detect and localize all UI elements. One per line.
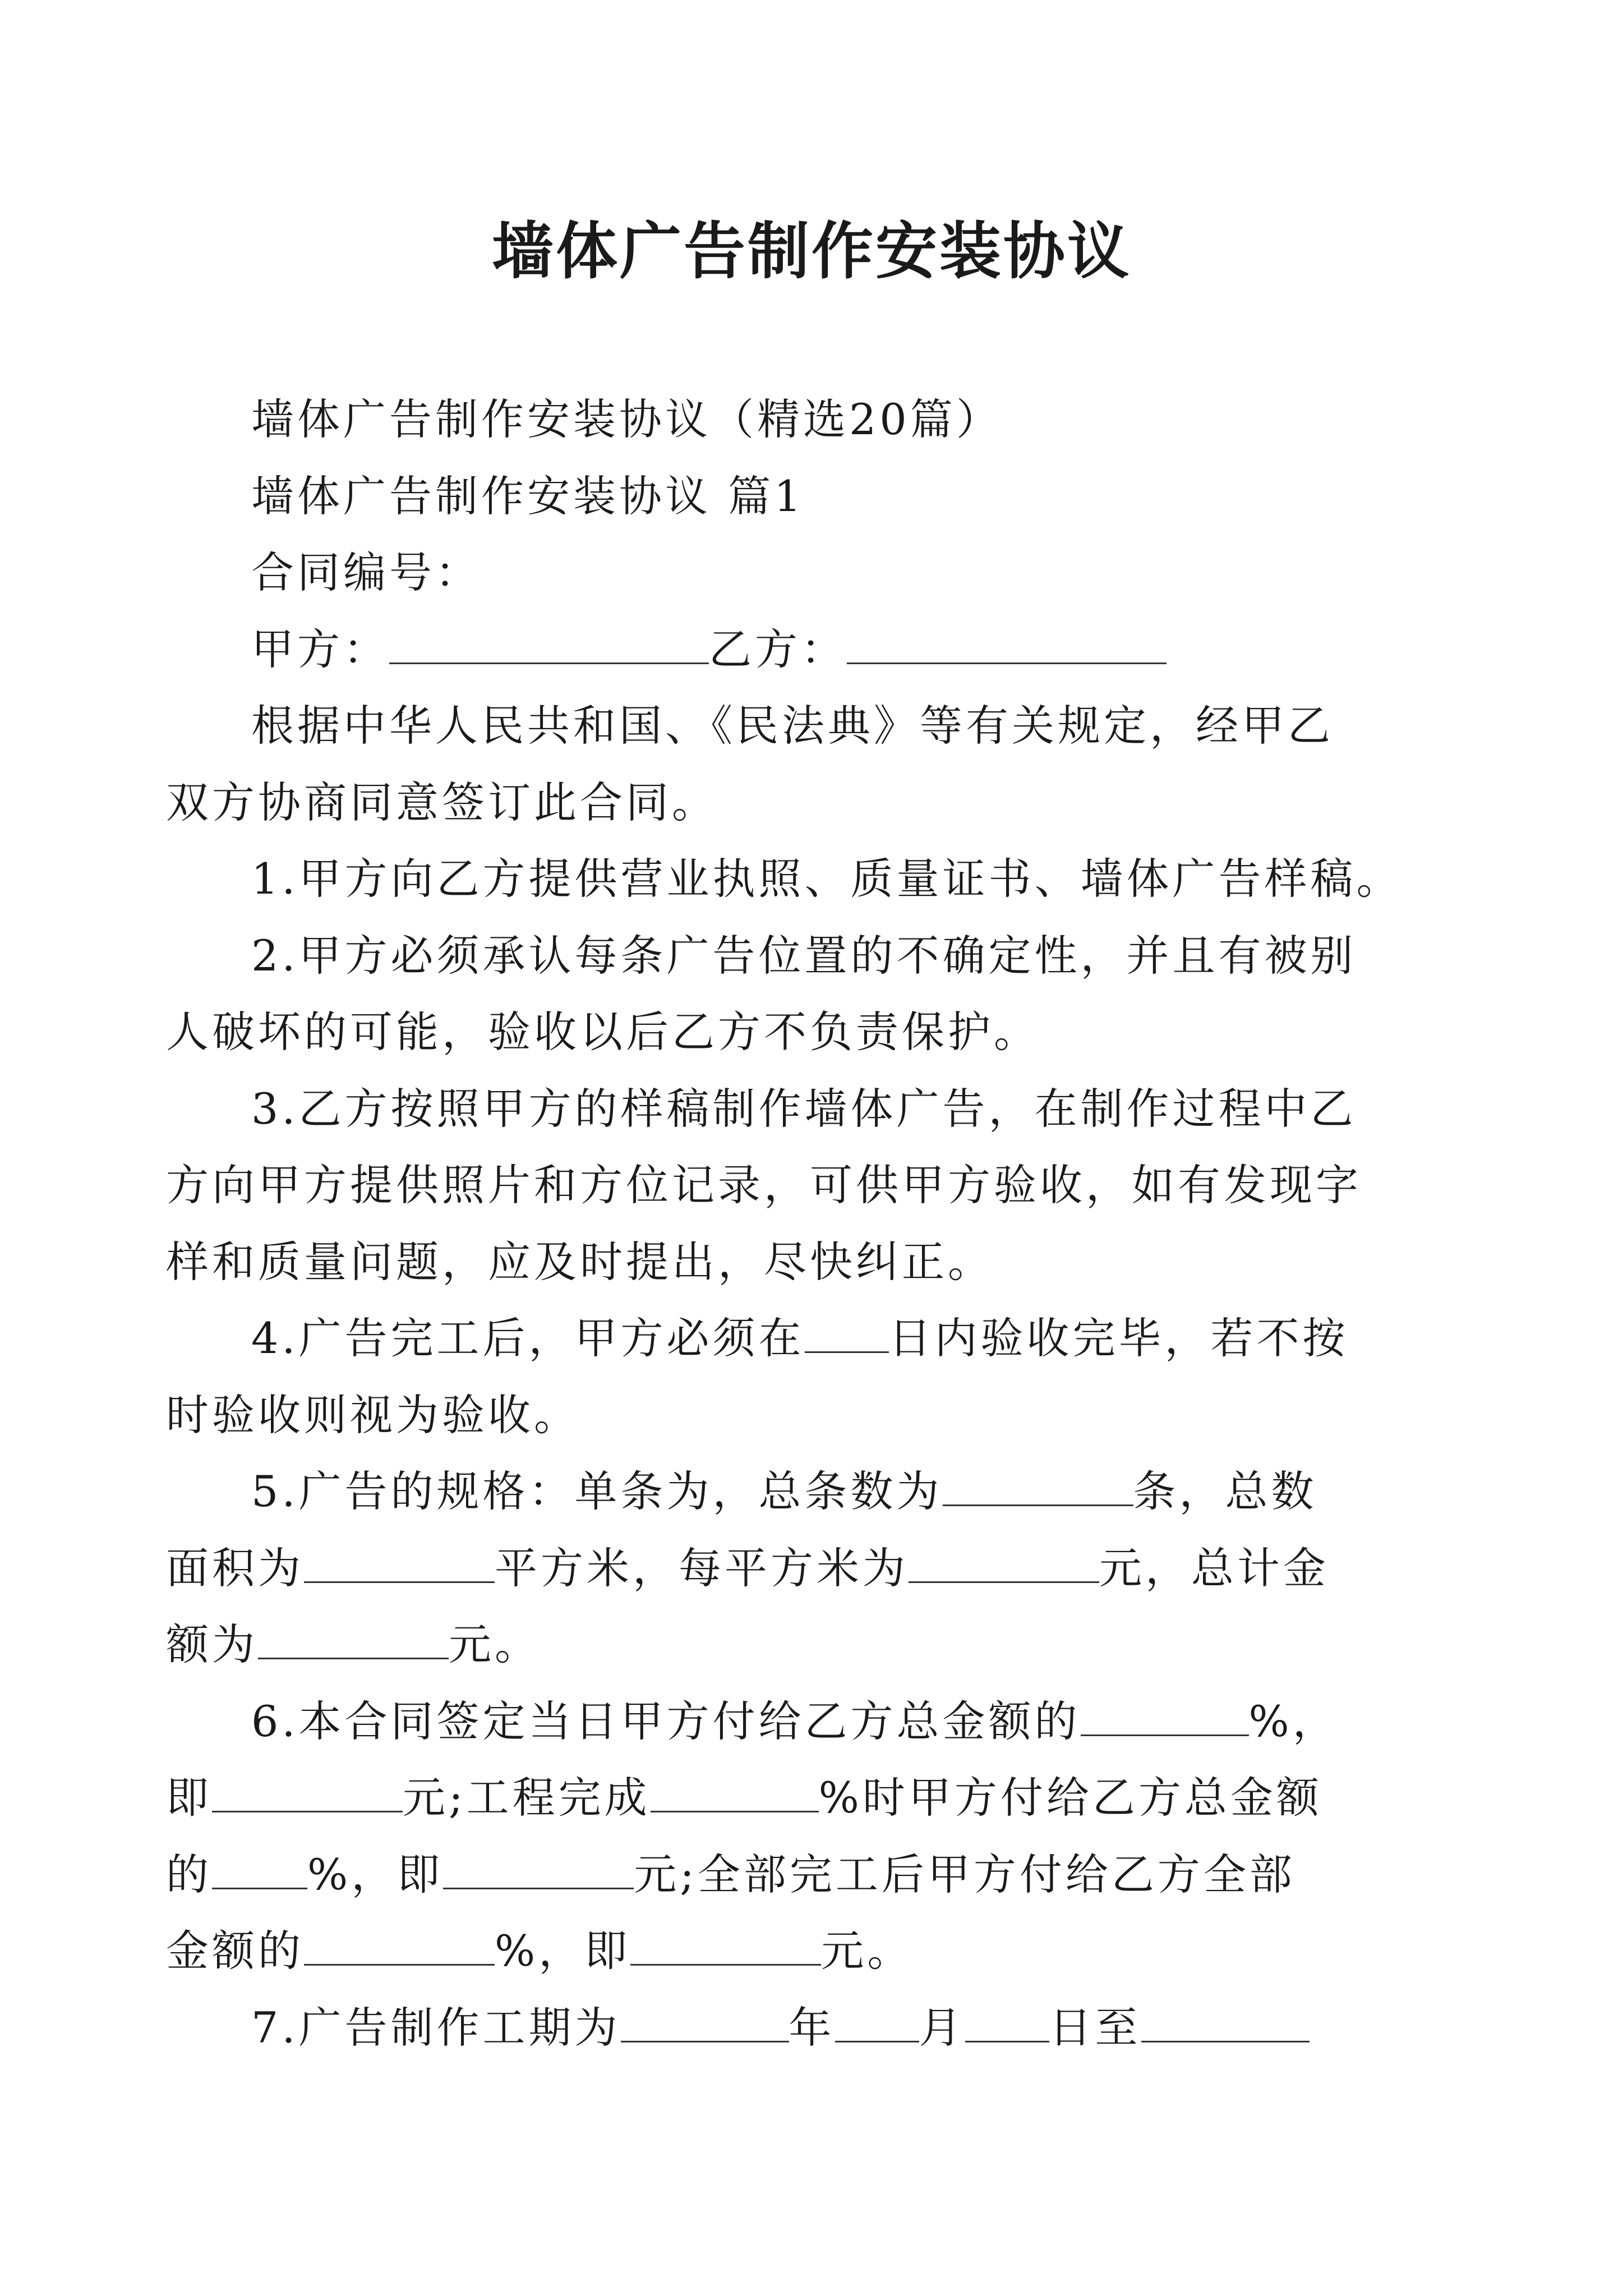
start-year-blank	[621, 2004, 789, 2042]
clause-2-line1: 2.甲方必须承认每条广告位置的不确定性，并且有被别	[251, 930, 1357, 981]
line-subtitle: 墙体广告制作安装协议（精选20篇）	[251, 394, 1002, 444]
clause-3-line1: 3.乙方按照甲方的样稿制作墙体广告，在制作过程中乙	[251, 1083, 1357, 1134]
paragraph-intro-line1: 根据中华人民共和国、《民法典》等有关规定，经甲乙	[251, 701, 1334, 751]
percent-1-blank	[1081, 1697, 1249, 1736]
clause-1: 1.甲方向乙方提供营业执照、质量证书、墙体广告样稿。	[251, 854, 1403, 904]
total-blank	[258, 1621, 449, 1659]
clause-3-line3: 样和质量问题，应及时提出，尽快纠正。	[166, 1236, 994, 1287]
clause-6-line4: 金额的 %，即 元。	[166, 1926, 914, 1976]
days-blank	[805, 1314, 889, 1353]
clause-6-line3: 的 %，即 元;全部完工后甲方付给乙方全部	[166, 1849, 1295, 1899]
percent-2-blank	[212, 1851, 307, 1889]
document-title: 墙体广告制作安装协议	[492, 215, 1131, 287]
clause-4-line1: 4.广告完工后，甲方必须在 日内验收完毕，若不按	[251, 1313, 1349, 1363]
party-a-blank	[389, 625, 709, 664]
clause-7-line1: 7.广告制作工期为 年 月 日至	[251, 1990, 1395, 2067]
clause-6-line2: 即 元;工程完成 %时甲方付给乙方总金额	[166, 1773, 1322, 1823]
line-parties: 甲方： 乙方：	[251, 611, 1395, 688]
start-month-blank	[835, 2004, 919, 2042]
clause-4-line2: 时验收则视为验收。	[166, 1389, 580, 1440]
clause-2-line2: 人破坏的可能，验收以后乙方不负责保护。	[166, 1007, 1040, 1057]
percent-3-blank	[304, 1927, 495, 1966]
party-b-blank	[847, 625, 1166, 664]
progress-percent-blank	[651, 1774, 819, 1812]
amount-2-blank	[443, 1851, 634, 1889]
amount-1-blank	[212, 1774, 403, 1812]
clause-5-line2: 面积为 平方米，每平方米为 元，总计金	[166, 1543, 1329, 1593]
clause-5-line1: 5.广告的规格：单条为，总条数为 条，总数	[251, 1466, 1317, 1516]
paragraph-intro-line2: 双方协商同意签订此合同。	[166, 777, 718, 827]
end-year-blank	[1141, 2004, 1310, 2042]
document-paragraphs	[166, 688, 1403, 2066]
count-blank	[943, 1467, 1133, 1506]
clause-5-line3: 额为 元。	[166, 1619, 541, 1669]
clause-3-line2: 方向甲方提供照片和方位记录，可供甲方验收，如有发现字	[166, 1160, 1362, 1210]
line-contract-number: 合同编号：	[251, 547, 481, 597]
clause-6-line1: 6.本合同签定当日甲方付给乙方总金额的 %，	[251, 1696, 1339, 1746]
start-day-blank	[965, 2004, 1049, 2042]
area-blank	[304, 1544, 495, 1583]
price-blank	[909, 1544, 1099, 1583]
line-section-heading: 墙体广告制作安装协议 篇1	[251, 471, 805, 521]
amount-3-blank	[630, 1927, 821, 1966]
document-body	[251, 381, 1395, 688]
